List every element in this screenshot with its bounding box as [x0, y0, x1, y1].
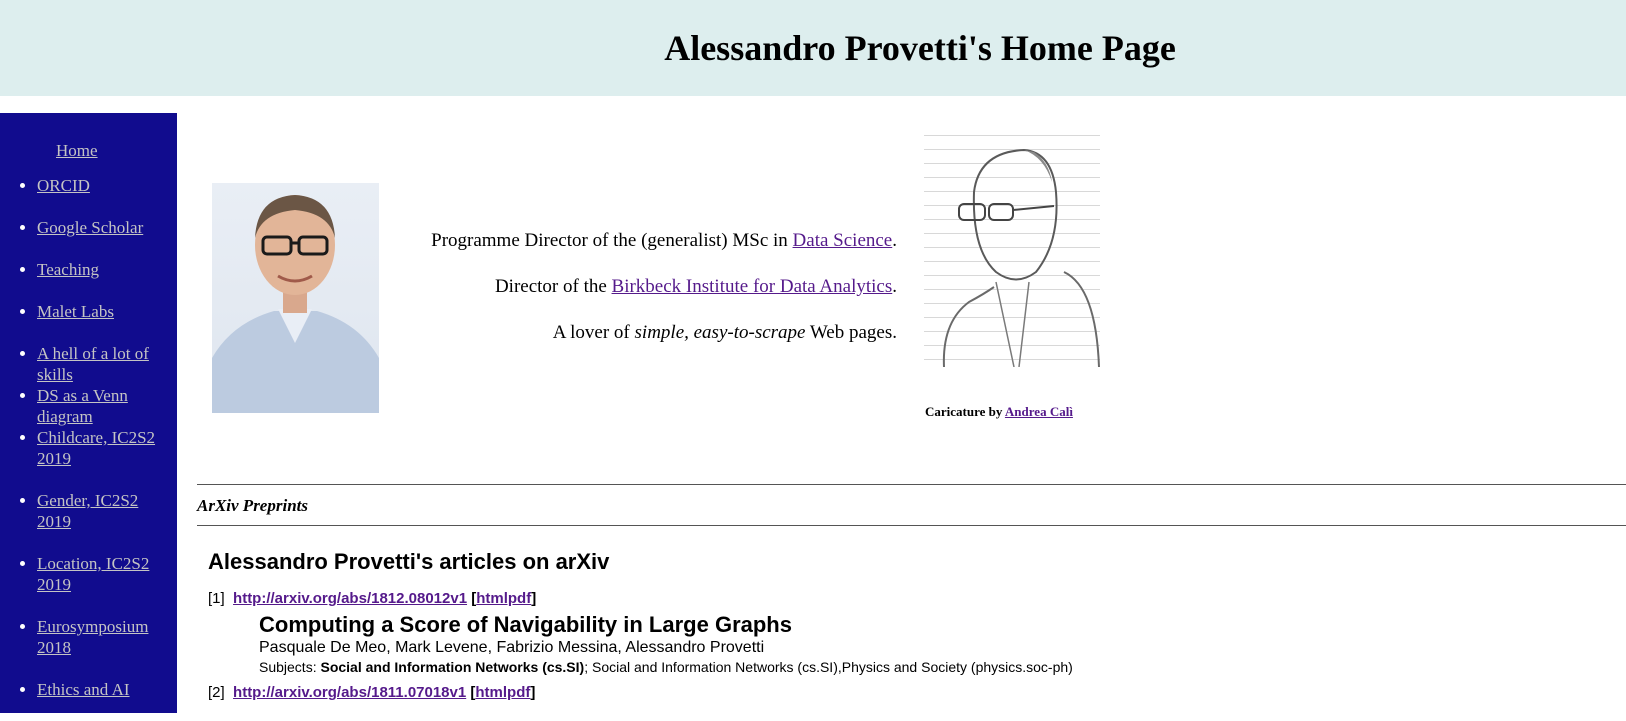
intro-line-programme [300, 228, 897, 253]
arxiv-entry-1-subjects-rest: ; Social and Information Networks (cs.SI),Physics and Society (physics.soc-ph) [584, 659, 1073, 675]
sidebar-home-link[interactable]: Home [56, 141, 98, 160]
arxiv-entry-1-bracket-close: ] [531, 590, 537, 607]
andrea-cali-link[interactable]: Andrea Calì [1004, 404, 1073, 419]
section-divider-top [197, 484, 1626, 485]
sidebar-item-venn [37, 385, 167, 427]
sidebar-list [0, 175, 167, 721]
sidebar-item-childcare [37, 427, 167, 469]
sidebar-link-venn[interactable]: DS as a Venn diagram [37, 386, 128, 426]
data-science-link[interactable]: Data Science [792, 230, 893, 251]
arxiv-entry-1-links [208, 590, 1608, 608]
sidebar-link-skills[interactable]: A hell of a lot of skills [37, 344, 149, 384]
arxiv-entry-2-format[interactable]: htmlpdf [475, 684, 531, 701]
caricature-caption [925, 404, 1073, 420]
intro-line-programme-text: Programme Director of the (generalist) MSc in [431, 230, 793, 251]
arxiv-heading: Alessandro Provetti's articles on arXiv [208, 549, 610, 574]
page-title: Alessandro Provetti's Home Page [664, 28, 1176, 68]
arxiv-entry-1-subjects-primary: Social and Information Networks (cs.SI) [320, 659, 585, 675]
arxiv-entry-1-title: Computing a Score of Navigability in Large Graphs [259, 612, 792, 637]
intro-line-director-text: Director of the [494, 276, 612, 297]
sidebar-link-eurosymposium[interactable]: Eurosymposium 2018 [37, 617, 149, 657]
sidebar-link-malet-labs[interactable]: Malet Labs [37, 302, 114, 321]
arxiv-entry-1-authors: Pasquale De Meo, Mark Levene, Fabrizio Messina, Alessandro Provetti [259, 639, 765, 656]
intro-line-lover-text: A lover of [552, 322, 635, 343]
page-header [0, 0, 1626, 96]
sidebar-item-gender [37, 490, 167, 532]
intro-line-director-period: . [892, 276, 897, 297]
pencil-sketch-icon [924, 122, 1100, 367]
sidebar-item-google-scholar [37, 217, 167, 238]
arxiv-entry-1-body [259, 612, 1608, 676]
arxiv-entry-2-index: [2] [208, 684, 225, 701]
sidebar-link-ethics-ai[interactable]: Ethics and AI [37, 680, 130, 699]
intro-line-director [300, 274, 897, 299]
sidebar-link-orcid[interactable]: ORCID [37, 176, 90, 195]
section-title: ArXiv Preprints [197, 496, 308, 515]
sidebar-item-ethics-ai [37, 679, 167, 700]
sidebar-link-teaching[interactable]: Teaching [37, 260, 100, 279]
arxiv-entry-1-subjects-label: Subjects: [259, 659, 321, 675]
intro-line-lover-suffix: Web pages. [805, 322, 897, 343]
sidebar-item-teaching [37, 259, 167, 280]
sidebar-item-orcid [37, 175, 167, 196]
arxiv-entry-1-url[interactable]: http://arxiv.org/abs/1812.08012v1 [233, 590, 468, 607]
sidebar-link-location[interactable]: Location, IC2S2 2019 [37, 554, 150, 594]
arxiv-entry-2-url[interactable]: http://arxiv.org/abs/1811.07018v1 [233, 684, 467, 701]
caricature-caption-text: Caricature by [925, 404, 1005, 419]
arxiv-list [208, 548, 1608, 702]
bida-link[interactable]: Birkbeck Institute for Data Analytics [611, 276, 893, 297]
sidebar-link-gender[interactable]: Gender, IC2S2 2019 [37, 491, 139, 531]
sidebar [0, 113, 177, 713]
sidebar-item-eurosymposium [37, 616, 167, 658]
intro-line-programme-period: . [892, 230, 897, 251]
sidebar-item-location [37, 553, 167, 595]
intro-line-lover-emphasis: simple, easy-to-scrape [634, 322, 806, 343]
arxiv-entry-1-format[interactable]: htmlpdf [476, 590, 532, 607]
arxiv-entry-1-bracket-open: [ [471, 590, 477, 607]
section-divider-bottom [197, 525, 1626, 526]
arxiv-entry-1-index: [1] [208, 590, 225, 607]
intro-text [300, 228, 897, 366]
sidebar-link-google-scholar[interactable]: Google Scholar [37, 218, 144, 237]
arxiv-entry-1-subjects [259, 658, 1608, 676]
caricature-image [924, 122, 1100, 367]
arxiv-entry-2-bracket-open: [ [470, 684, 476, 701]
sidebar-item-skills [37, 343, 167, 385]
intro-line-lover [300, 320, 897, 345]
sidebar-item-malet-labs [37, 301, 167, 322]
arxiv-entry-2-bracket-close: ] [530, 684, 536, 701]
sidebar-link-childcare[interactable]: Childcare, IC2S2 2019 [37, 428, 156, 468]
arxiv-entry-2-links [208, 684, 1608, 702]
